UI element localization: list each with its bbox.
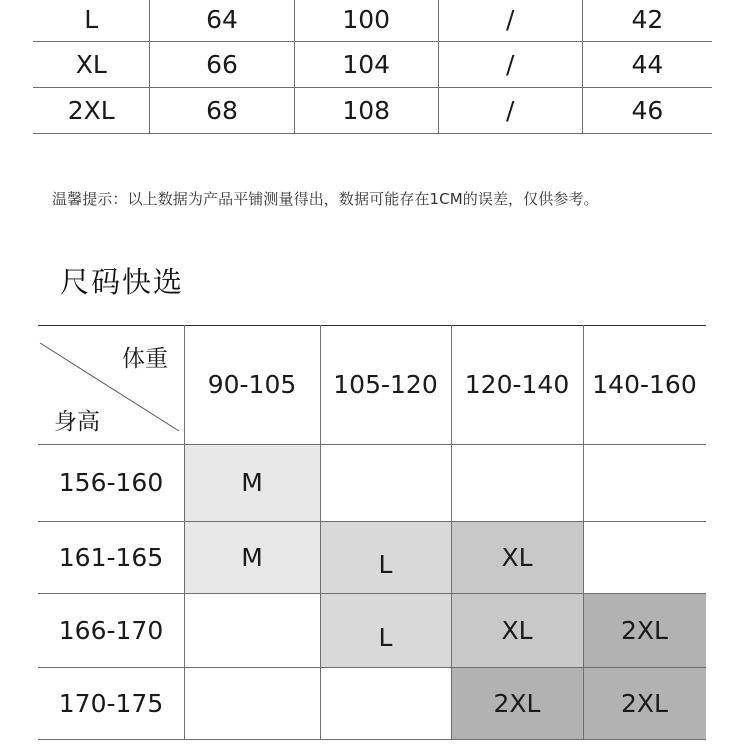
size-recommendation-cell: XL xyxy=(451,521,583,593)
size-table-cell: 108 xyxy=(294,88,438,134)
size-table-cell: XL xyxy=(33,42,150,88)
size-quick-pick-grid xyxy=(38,325,706,740)
size-table-cell: / xyxy=(438,42,582,88)
size-table-cell: / xyxy=(438,0,582,42)
size-table-cell: / xyxy=(438,88,582,134)
size-table-row xyxy=(33,0,712,42)
grid-horizontal-line xyxy=(38,593,706,594)
height-range-label: 156-160 xyxy=(58,468,164,497)
grid-horizontal-line xyxy=(38,667,706,668)
size-recommendation-cell xyxy=(583,521,706,593)
size-table-cell: 100 xyxy=(294,0,438,42)
height-range-label: 161-165 xyxy=(58,542,164,572)
size-recommendation-cell: 2XL xyxy=(583,667,706,740)
height-range-label: 166-170 xyxy=(58,615,164,645)
size-table-cell: 44 xyxy=(582,42,712,88)
grid-vertical-line xyxy=(451,325,452,740)
weight-range-header: 140-160 xyxy=(592,370,697,399)
grid-horizontal-line xyxy=(38,325,706,326)
grid-horizontal-line xyxy=(38,444,706,445)
size-recommendation-cell: L xyxy=(320,593,451,667)
size-table-cell: 46 xyxy=(582,88,712,134)
size-recommendation-cell: M xyxy=(184,444,320,521)
size-recommendation-cell: L xyxy=(320,521,451,593)
size-table-row xyxy=(33,42,712,88)
size-table-cell: 64 xyxy=(150,0,294,42)
size-recommendation-cell xyxy=(451,444,583,521)
quick-pick-title: 尺码快选 xyxy=(60,265,185,299)
size-recommendation-cell xyxy=(320,444,451,521)
size-recommendation-cell xyxy=(583,444,706,521)
size-recommendation-cell xyxy=(184,593,320,667)
size-recommendation-cell xyxy=(184,667,320,740)
weight-range-header: 120-140 xyxy=(464,370,570,399)
corner-header xyxy=(38,325,184,444)
size-table-row xyxy=(33,88,712,134)
size-table-cell: 66 xyxy=(150,42,294,88)
weight-label: 体重 xyxy=(122,346,168,372)
size-table-cell: 104 xyxy=(294,42,438,88)
size-table-cell: 68 xyxy=(150,88,294,134)
size-recommendation-cell: M xyxy=(184,521,320,593)
height-range-label: 170-175 xyxy=(58,689,164,718)
measurement-tip: 温馨提示：以上数据为产品平铺测量得出，数据可能存在1CM的误差，仅供参考。 xyxy=(52,190,599,208)
size-recommendation-cell: 2XL xyxy=(583,593,706,667)
height-label: 身高 xyxy=(54,409,100,435)
size-table xyxy=(33,0,712,134)
size-table-cell: L xyxy=(33,0,150,42)
grid-horizontal-line xyxy=(38,739,706,740)
size-recommendation-cell: XL xyxy=(451,593,583,667)
grid-horizontal-line xyxy=(38,521,706,522)
size-table-cell: 42 xyxy=(582,0,712,42)
weight-range-header: 105-120 xyxy=(333,370,438,399)
size-table-cell: 2XL xyxy=(33,88,150,134)
size-recommendation-cell: 2XL xyxy=(451,667,583,740)
size-recommendation-cell xyxy=(320,667,451,740)
weight-range-header: 90-105 xyxy=(207,370,297,399)
grid-vertical-line xyxy=(320,325,321,740)
grid-vertical-line xyxy=(184,325,185,740)
grid-vertical-line xyxy=(583,325,584,740)
